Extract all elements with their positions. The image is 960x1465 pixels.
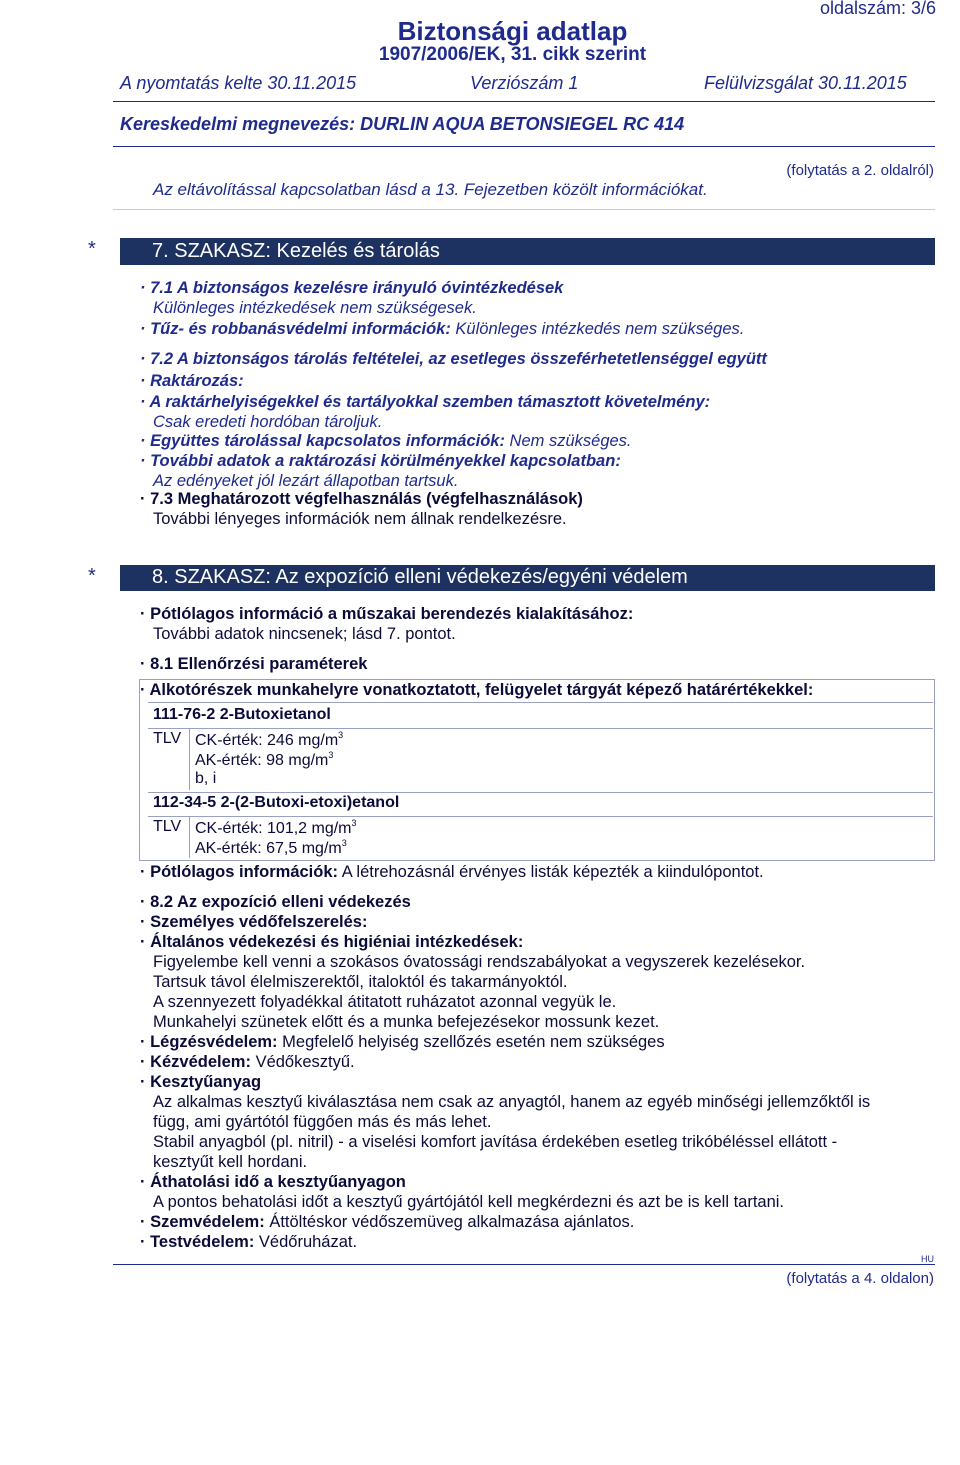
ck-value: CK-érték: 101,2 $mg/m^3$ (195, 818, 357, 837)
further-storage-label: · További adatok a raktározási körülményekkel kapcsolatban: (140, 452, 621, 470)
storage-req-value: Csak eredeti hordóban tároljuk. (153, 413, 383, 431)
hygiene-label: · Általános védekezési és higiéniai intézkedések: (140, 933, 524, 951)
section-7-header (120, 238, 935, 265)
continued-from: (folytatás a 2. oldalról) (786, 162, 934, 179)
substance-name: 111-76-2 2-Butoxietanol (153, 706, 331, 723)
trade-rule (113, 146, 935, 147)
hand-protection: · Kézvédelem: Védőkesztyű. (140, 1053, 355, 1071)
s71-text: Különleges intézkedések nem szükségesek. (153, 299, 477, 317)
further-storage-value: Az edényeket jól lezárt állapotban tartsuk. (153, 472, 459, 490)
section-8-header (120, 565, 935, 591)
substance-name: 112-34-5 2-(2-Butoxi-etoxi)etanol (153, 794, 400, 811)
type-divider (189, 816, 190, 858)
glove-line: kesztyűt kell hordani. (153, 1153, 308, 1171)
s73-text: További lényeges információk nem állnak rendelkezésre. (153, 510, 567, 528)
s81-title: · 8.1 Ellenőrzési paraméterek (140, 655, 368, 673)
eye-protection: · Szemvédelem: Áttöltéskor védőszemüveg alkalmazása ajánlatos. (140, 1213, 635, 1231)
ppe-label: · Személyes védőfelszerelés: (140, 913, 368, 931)
ak-value: AK-érték: 67,5 $mg/m^3$ (195, 838, 347, 857)
s72-title: · 7.2 A biztonságos tárolás feltételei, az esetleges összeférhetetlenséggel együtt (140, 350, 767, 368)
change-marker: * (88, 238, 96, 260)
substance-row (148, 816, 933, 817)
joint-storage: · Együttes tárolással kapcsolatos információk: Nem szükséges. (140, 432, 632, 450)
glove-line: Stabil anyagból (pl. nitril) - a viselési komfort javítása érdekében esetleg trikóbéléssel ellátott - (153, 1133, 838, 1151)
hygiene-line: Figyelembe kell venni a szokásos óvatossági rendszabályokat a vegyszerek kezelésekor. (153, 953, 806, 971)
trade-name: Kereskedelmi megnevezés: DURLIN AQUA BETONSIEGEL RC 414 (120, 114, 685, 134)
limits-title: · Alkotórészek munkahelyre vonatkoztatott, felügyelet tárgyát képező határértékekkel: (140, 681, 814, 699)
additional-info: · Pótlólagos információk: A létrehozásnál érvényes listák képezték a kiindulópontot. (140, 863, 764, 881)
glove-line: Az alkalmas kesztyű kiválasztása nem csak az anyagtól, hanem az egyéb minőségi jellemzőktől is (153, 1093, 871, 1111)
body-protection: · Testvédelem: Védőruházat. (140, 1233, 358, 1251)
version: Verziószám 1 (470, 73, 579, 93)
footer-rule (113, 1264, 935, 1265)
respiratory-protection: · Légzésvédelem: Megfelelő helyiség szellőzés esetén nem szükséges (140, 1033, 665, 1051)
s73-title: · 7.3 Meghatározott végfelhasználás (végfelhasználások) (140, 490, 583, 508)
eng-info-label: · Pótlólagos információ a műszakai berendezés kialakításához: (140, 605, 634, 623)
s82-title: · 8.2 Az expozíció elleni védekezés (140, 893, 411, 911)
fire-info: · Tűz- és robbanásvédelmi információk: Különleges intézkedés nem szükséges. (140, 320, 745, 338)
change-marker: * (88, 565, 96, 587)
glove-material-label: · Kesztyűanyag (140, 1073, 262, 1091)
substance-divider (148, 792, 933, 793)
penetration-value: A pontos behatolási időt a kesztyű gyártójától kell megkérdezni és azt be is kell tartani. (153, 1193, 785, 1211)
limit-notes: b, i (195, 770, 217, 787)
limit-type: TLV (153, 730, 182, 747)
type-divider (189, 728, 190, 790)
section-8-title: 8. SZAKASZ: Az expozíció elleni védekezés/egyéni védelem (152, 566, 688, 588)
revision-date: Felülvizsgálat 30.11.2015 (704, 73, 907, 93)
hygiene-line: Munkahelyi szünetek előtt és a munka befejezésekor mossunk kezet. (153, 1013, 660, 1031)
disposal-note: Az eltávolítással kapcsolatban lásd a 13. Fejezetben közölt információkat. (153, 180, 708, 199)
s71-title: · 7.1 A biztonságos kezelésre irányuló óvintézkedések (140, 279, 564, 297)
continued-on: (folytatás a 4. oldalon) (786, 1270, 934, 1287)
glove-line: függ, ami gyártótól függően más és más lehet. (153, 1113, 492, 1131)
limit-type: TLV (153, 818, 182, 835)
language-code: HU (921, 1254, 934, 1264)
print-date: A nyomtatás kelte 30.11.2015 (120, 73, 357, 93)
document-title: Biztonsági adatlap (397, 16, 628, 46)
hygiene-line: A szennyezett folyadékkal átitatott ruházatot azonnal vegyük le. (153, 993, 617, 1011)
page-number: oldalszám: 3/6 (819, 0, 936, 18)
document-subtitle: 1907/2006/EK, 31. cikk szerint (378, 44, 647, 65)
ak-value: AK-érték: 98 $mg/m^3$ (195, 750, 334, 769)
header-rule (113, 101, 935, 102)
ck-value: CK-érték: 246 $mg/m^3$ (195, 730, 344, 749)
hygiene-line: Tartsuk távol élelmiszerektől, italoktól és takarmányoktól. (153, 973, 568, 991)
section-7-title: 7. SZAKASZ: Kezelés és tárolás (152, 240, 440, 262)
limits-divider (148, 702, 933, 703)
storage-label: · Raktározás: (140, 372, 244, 390)
penetration-label: · Áthatolási idő a kesztyűanyagon (140, 1173, 406, 1191)
disposal-rule (113, 209, 935, 210)
storage-req-label: · A raktárhelyiségekkel és tartályokkal szemben támasztott követelmény: (140, 393, 711, 411)
eng-info-value: További adatok nincsenek; lásd 7. pontot. (153, 625, 456, 643)
